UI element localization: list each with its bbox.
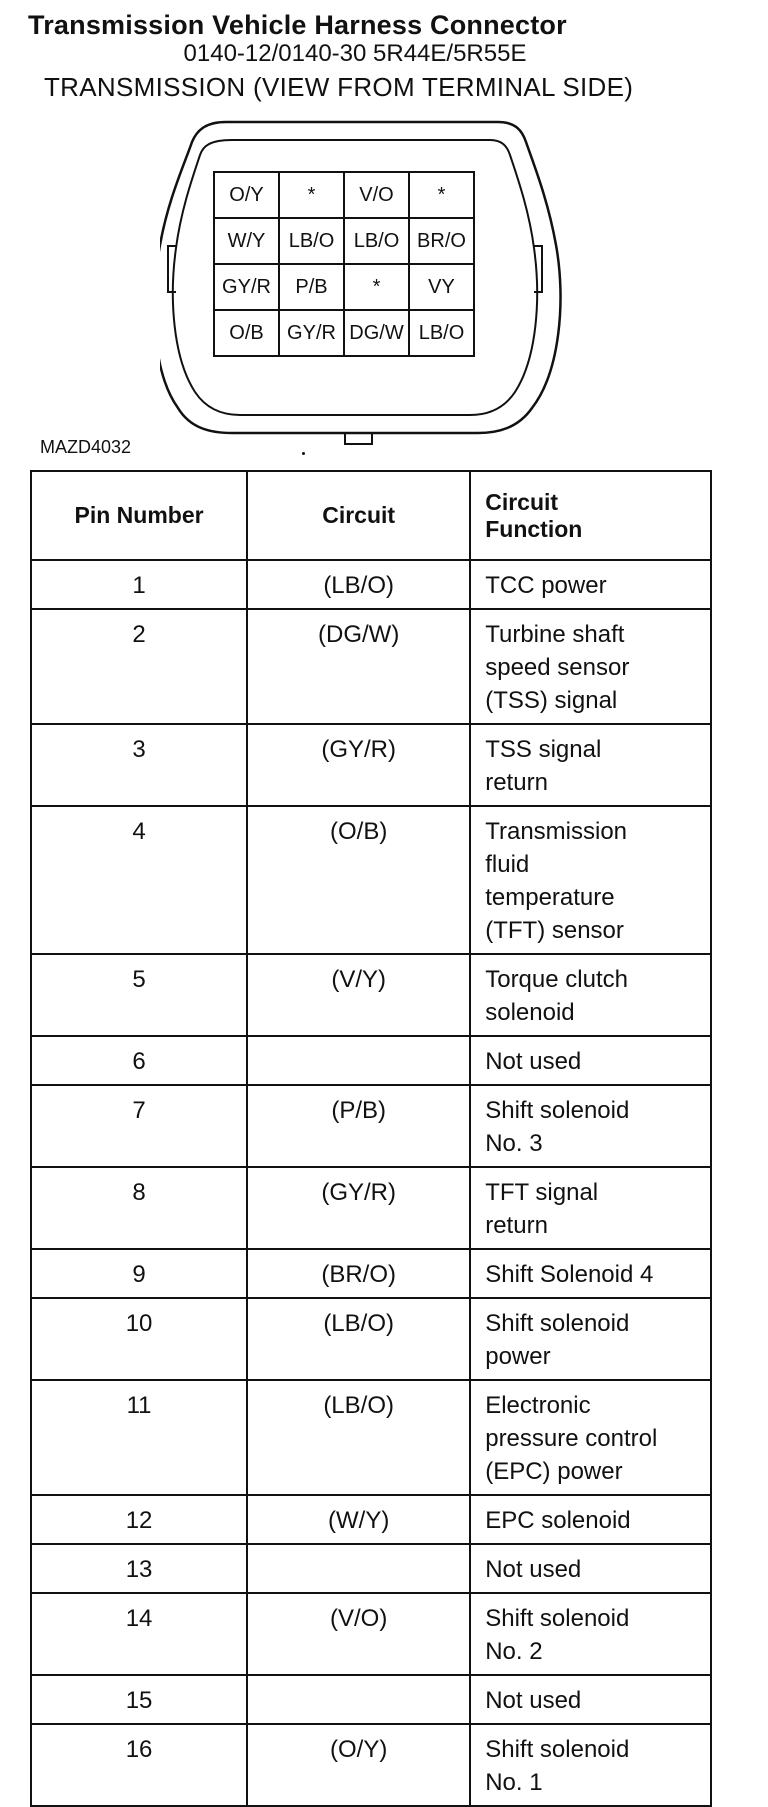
function-line: power — [485, 1343, 551, 1370]
circuit-function-cell — [470, 560, 711, 609]
circuit-function-cell — [470, 1675, 711, 1724]
document-title: Transmission Vehicle Harness Connector — [28, 10, 567, 40]
circuit-cell — [247, 1544, 470, 1593]
circuit-cell: (V/O) — [247, 1593, 470, 1675]
connector-row — [214, 172, 474, 218]
table-row — [31, 1167, 711, 1249]
circuit-function-cell — [470, 954, 711, 1036]
table-row — [31, 724, 711, 806]
table-row — [31, 1495, 711, 1544]
circuit-function-cell — [470, 609, 711, 724]
connector-cell: LB/O — [409, 310, 474, 356]
function-line: Shift solenoid — [485, 1605, 630, 1632]
circuit-function-cell — [470, 1085, 711, 1167]
pin-number-cell: 2 — [31, 609, 247, 724]
connector-cell: * — [279, 172, 344, 218]
connector-row — [214, 264, 474, 310]
table-row — [31, 609, 711, 724]
circuit-cell: (LB/O) — [247, 1380, 470, 1495]
function-line: pressure control — [485, 1425, 658, 1452]
circuit-cell: (V/Y) — [247, 954, 470, 1036]
circuit-function-cell — [470, 806, 711, 954]
pin-number-cell: 11 — [31, 1380, 247, 1495]
circuit-cell: (O/B) — [247, 806, 470, 954]
connector-cell: BR/O — [409, 218, 474, 264]
connector-cell: O/B — [214, 310, 279, 356]
circuit-function-cell — [470, 1544, 711, 1593]
table-row — [31, 1593, 711, 1675]
function-line: TCC power — [485, 572, 607, 599]
circuit-function-cell — [470, 1380, 711, 1495]
function-line: Not used — [485, 1048, 582, 1075]
table-row — [31, 1036, 711, 1085]
pin-number-cell: 5 — [31, 954, 247, 1036]
pin-table-header-row — [31, 471, 711, 560]
table-row — [31, 1724, 711, 1806]
connector-cell: LB/O — [279, 218, 344, 264]
function-line: Torque clutch — [485, 966, 628, 993]
function-line: Turbine shaft — [485, 621, 625, 648]
circuit-function-cell — [470, 1593, 711, 1675]
circuit-function-cell — [470, 1167, 711, 1249]
function-line: Shift solenoid — [485, 1736, 630, 1763]
pin-number-cell: 12 — [31, 1495, 247, 1544]
circuit-cell: (LB/O) — [247, 1298, 470, 1380]
pin-number-cell: 9 — [31, 1249, 247, 1298]
table-row — [31, 1298, 711, 1380]
table-row — [31, 1249, 711, 1298]
circuit-cell: (GY/R) — [247, 724, 470, 806]
function-line: speed sensor — [485, 654, 630, 681]
pin-number-cell: 3 — [31, 724, 247, 806]
connector-cell: O/Y — [214, 172, 279, 218]
connector-cell: * — [344, 264, 409, 310]
pin-number-cell: 10 — [31, 1298, 247, 1380]
table-row — [31, 1544, 711, 1593]
pin-number-cell: 15 — [31, 1675, 247, 1724]
circuit-cell — [247, 1036, 470, 1085]
pin-number-cell: 6 — [31, 1036, 247, 1085]
pin-number-cell: 8 — [31, 1167, 247, 1249]
circuit-cell: (P/B) — [247, 1085, 470, 1167]
pin-number-cell: 16 — [31, 1724, 247, 1806]
function-line: Shift solenoid — [485, 1097, 630, 1124]
function-line: Electronic — [485, 1392, 591, 1419]
connector-cell: W/Y — [214, 218, 279, 264]
header-pin-number: Pin Number — [31, 471, 247, 560]
table-row — [31, 1380, 711, 1495]
function-line: (TSS) signal — [485, 687, 618, 714]
connector-cell: V/O — [344, 172, 409, 218]
function-line: Transmission — [485, 818, 628, 845]
circuit-cell: (O/Y) — [247, 1724, 470, 1806]
function-line: TSS signal — [485, 736, 602, 763]
function-line: return — [485, 769, 548, 796]
pin-number-cell: 13 — [31, 1544, 247, 1593]
header-function-line1: Circuit — [485, 488, 559, 515]
pin-number-cell: 14 — [31, 1593, 247, 1675]
function-line: Not used — [485, 1687, 582, 1714]
function-line: TFT signal — [485, 1179, 599, 1206]
function-line: No. 1 — [485, 1769, 543, 1796]
circuit-function-cell — [470, 1298, 711, 1380]
pin-table — [30, 470, 712, 1807]
circuit-cell: (BR/O) — [247, 1249, 470, 1298]
function-line: temperature — [485, 884, 615, 911]
function-line: No. 2 — [485, 1638, 543, 1665]
connector-cell: GY/R — [214, 264, 279, 310]
table-row — [31, 806, 711, 954]
header-function-line2: Function — [485, 515, 583, 542]
circuit-function-cell — [470, 1036, 711, 1085]
function-line: (EPC) power — [485, 1458, 623, 1485]
function-line: Shift solenoid — [485, 1310, 630, 1337]
circuit-cell: (GY/R) — [247, 1167, 470, 1249]
function-line: return — [485, 1212, 548, 1239]
figure-id: MAZD4032 — [40, 437, 132, 457]
circuit-function-cell — [470, 1249, 711, 1298]
header-circuit-function — [470, 471, 711, 560]
table-row — [31, 1085, 711, 1167]
table-row — [31, 954, 711, 1036]
table-row — [31, 1675, 711, 1724]
function-line: fluid — [485, 851, 530, 878]
view-label: TRANSMISSION (VIEW FROM TERMINAL SIDE) — [44, 72, 634, 102]
header-circuit: Circuit — [247, 471, 470, 560]
circuit-function-cell — [470, 724, 711, 806]
pin-number-cell: 1 — [31, 560, 247, 609]
pin-number-cell: 4 — [31, 806, 247, 954]
function-line: (TFT) sensor — [485, 917, 624, 944]
function-line: Not used — [485, 1556, 582, 1583]
connector-cell: GY/R — [279, 310, 344, 356]
circuit-cell: (DG/W) — [247, 609, 470, 724]
connector-row — [214, 310, 474, 356]
connector-cell: * — [409, 172, 474, 218]
table-row — [31, 560, 711, 609]
connector-cell: P/B — [279, 264, 344, 310]
speck-mark — [302, 452, 305, 455]
connector-cell: DG/W — [344, 310, 409, 356]
function-line: solenoid — [485, 999, 575, 1026]
connector-cell: VY — [409, 264, 474, 310]
connector-cell: LB/O — [344, 218, 409, 264]
circuit-cell: (LB/O) — [247, 560, 470, 609]
function-line: Shift Solenoid 4 — [485, 1261, 654, 1288]
function-line: No. 3 — [485, 1130, 543, 1157]
circuit-function-cell — [470, 1495, 711, 1544]
connector-row — [214, 218, 474, 264]
pin-number-cell: 7 — [31, 1085, 247, 1167]
function-line: EPC solenoid — [485, 1507, 631, 1534]
document-subtitle: 0140-12/0140-30 5R44E/5R55E — [183, 40, 527, 67]
circuit-cell — [247, 1675, 470, 1724]
circuit-function-cell — [470, 1724, 711, 1806]
connector-pin-grid — [213, 171, 475, 357]
circuit-cell: (W/Y) — [247, 1495, 470, 1544]
